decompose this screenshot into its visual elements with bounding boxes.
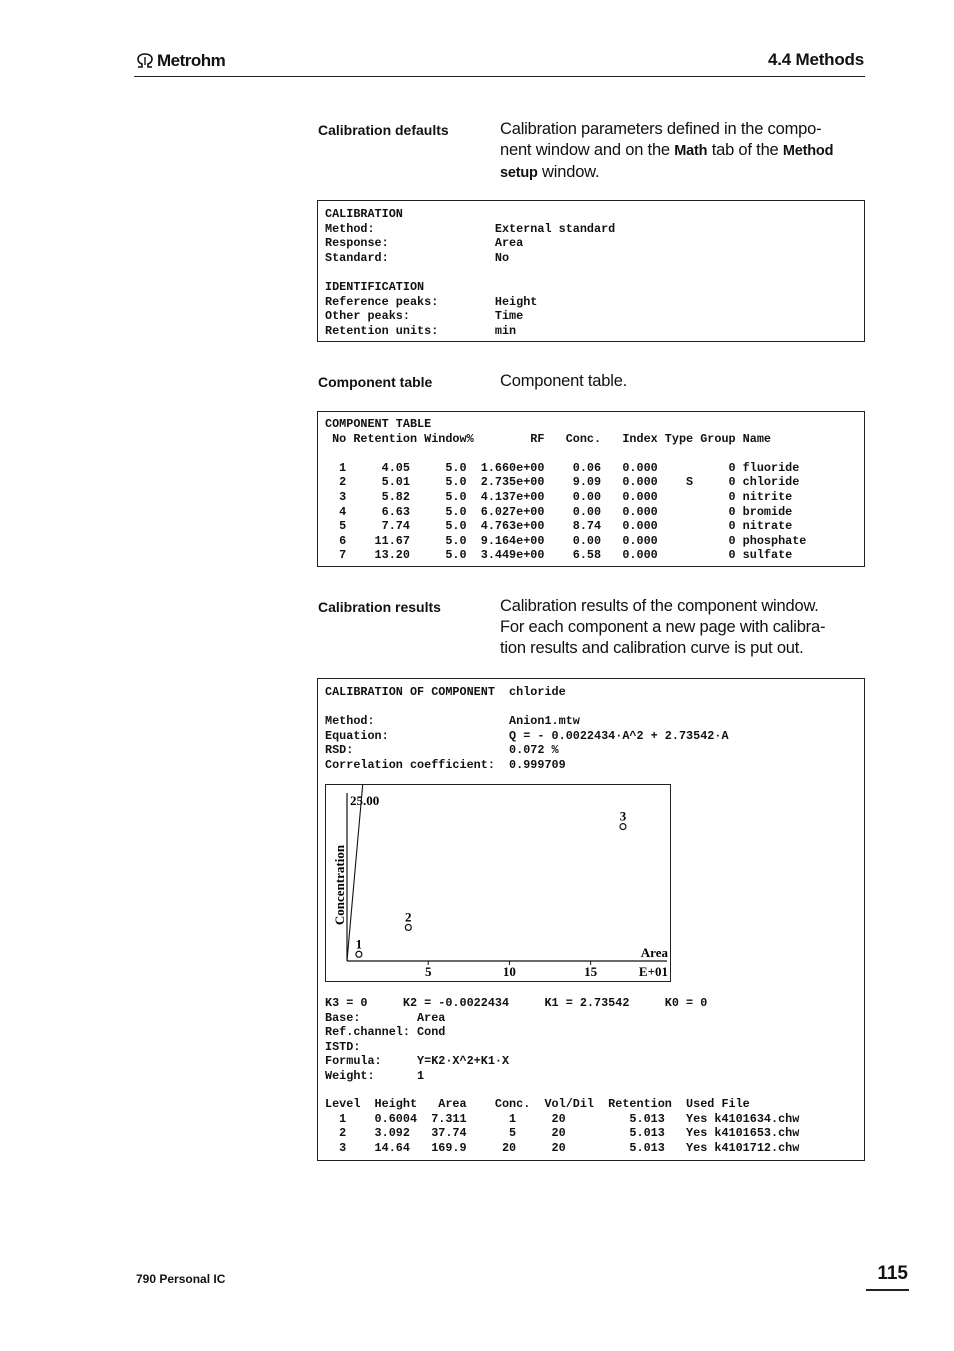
section-title: 4.4 Methods xyxy=(767,50,864,69)
calibration-curve-chart xyxy=(325,784,671,982)
calibration-defaults-line: Other peaks: Time xyxy=(325,309,524,324)
setup-ref: setup xyxy=(500,165,538,181)
level-table-header: Level Height Area Conc. Vol/Dil Retention Used File xyxy=(325,1097,750,1111)
desc-line: Calibration parameters defined in the compo- xyxy=(500,120,822,138)
calibration-defaults-line: Reference peaks: Height xyxy=(325,294,538,309)
result-head-line: RSD: 0.072 % xyxy=(325,743,559,758)
parameter-line: K3 = 0 K2 = -0.0022434 K1 = 2.73542 K0 = 0 xyxy=(325,996,708,1010)
page-number: 115 xyxy=(877,1263,908,1284)
calibration-defaults-line: Standard: No xyxy=(325,250,510,265)
table-row: 3 14.64 169.9 20 20 5.013 Yes k4101712.chw xyxy=(325,1140,800,1155)
x-scale-label: E+01 xyxy=(638,964,668,979)
desc-line: tion results and calibration curve is put out. xyxy=(500,639,804,657)
calibration-results-description xyxy=(500,596,865,659)
calibration-defaults-box xyxy=(317,200,865,342)
table-row: 4 6.63 5.0 6.027e+00 0.00 0.000 0 bromide xyxy=(325,504,793,519)
calibration-defaults-text xyxy=(325,207,615,338)
desc-line xyxy=(500,140,865,162)
desc-line: For each component a new page with calibra- xyxy=(500,618,826,636)
result-head-line: Equation: Q = - 0.0022434·A^2 + 2.73542·A xyxy=(325,728,729,743)
table-row: 7 13.20 5.0 3.449e+00 6.58 0.000 0 sulfate xyxy=(325,548,793,563)
metrohm-logo xyxy=(136,51,225,71)
table-row: 1 0.6004 7.311 1 20 5.013 Yes k4101634.chw xyxy=(325,1111,800,1126)
calibration-curve-line xyxy=(347,785,654,961)
result-head-line: Correlation coefficient: 0.999709 xyxy=(325,757,566,772)
calibration-curve-svg xyxy=(326,785,670,981)
calibration-point xyxy=(405,924,411,930)
result-head-line: Method: Anion1.mtw xyxy=(325,714,580,729)
method-ref: Method xyxy=(782,143,834,159)
header-rule xyxy=(134,76,865,77)
table-row: 2 5.01 5.0 2.735e+00 9.09 0.000 S 0 chloride xyxy=(325,475,800,490)
x-tick-label: 5 xyxy=(424,964,432,979)
calibration-point xyxy=(356,951,362,957)
calibration-results-head xyxy=(325,685,729,773)
calibration-points xyxy=(356,809,627,958)
calibration-defaults-line: Retention units: min xyxy=(325,323,517,338)
table-row: 5 7.74 5.0 4.763e+00 8.74 0.000 0 nitrate xyxy=(325,519,793,534)
component-table-rows xyxy=(325,461,806,563)
calibration-defaults-label: Calibration defaults xyxy=(318,122,449,138)
table-row: 2 3.092 37.74 5 20 5.013 Yes k4101653.chw xyxy=(325,1126,800,1141)
component-table-box xyxy=(317,411,865,567)
calibration-results-box xyxy=(317,678,865,1161)
parameter-line: Weight: 1 xyxy=(325,1068,425,1083)
calibration-defaults-line: CALIBRATION xyxy=(325,207,403,221)
y-axis-label: Concentration xyxy=(332,844,347,926)
calibration-defaults-line: Method: External standard xyxy=(325,221,616,236)
parameter-line: ISTD: xyxy=(325,1039,361,1054)
product-name: 790 Personal IC xyxy=(136,1272,226,1286)
result-head-line: CALIBRATION OF COMPONENT chloride xyxy=(325,685,566,699)
parameter-line: Base: Area xyxy=(325,1010,446,1025)
desc-text: nent window and on the xyxy=(500,141,675,159)
x-tick-label: 15 xyxy=(584,964,598,979)
math-tab-ref: Math xyxy=(674,143,708,159)
calibration-point-label: 3 xyxy=(619,808,627,824)
component-table-title: COMPONENT TABLE xyxy=(325,417,432,431)
desc-line: Calibration results of the component window. xyxy=(500,597,819,615)
desc-text: window. xyxy=(537,163,600,181)
calibration-defaults-line: Response: Area xyxy=(325,236,524,251)
table-row: 3 5.82 5.0 4.137e+00 0.00 0.000 0 nitrite xyxy=(325,489,793,504)
parameter-line: Ref.channel: Cond xyxy=(325,1025,446,1040)
component-table-header: No Retention Window% RF Conc. Index Type Group Name xyxy=(325,431,771,446)
calibration-point-label: 1 xyxy=(355,936,363,952)
calibration-defaults-line: IDENTIFICATION xyxy=(325,279,425,294)
parameter-line: Formula: Y=K2·X^2+K1·X xyxy=(325,1054,510,1069)
calibration-results-label: Calibration results xyxy=(318,599,441,615)
level-table-rows xyxy=(325,1112,799,1156)
y-max-label: 25.00 xyxy=(350,793,380,808)
component-table-label: Component table xyxy=(318,374,433,390)
calibration-point xyxy=(620,824,626,830)
desc-text: tab of the xyxy=(707,141,783,159)
result-head-line xyxy=(325,700,729,715)
x-axis-label: Area xyxy=(640,945,668,960)
calibration-point-label: 2 xyxy=(405,909,412,925)
calibration-defaults-line xyxy=(325,265,615,280)
page-number-rule xyxy=(866,1289,909,1291)
component-table-description: Component table. xyxy=(500,372,628,390)
table-row: 1 4.05 5.0 1.660e+00 0.06 0.000 0 fluoride xyxy=(325,460,800,475)
omega-icon xyxy=(136,53,154,69)
logo-text: Metrohm xyxy=(157,51,226,70)
table-row: 6 11.67 5.0 9.164e+00 0.00 0.000 0 phosphate xyxy=(325,533,807,548)
calibration-defaults-description xyxy=(500,119,865,184)
x-ticks xyxy=(425,961,598,979)
desc-line xyxy=(500,162,865,184)
calibration-parameters xyxy=(325,996,707,1084)
x-tick-label: 10 xyxy=(502,964,516,979)
